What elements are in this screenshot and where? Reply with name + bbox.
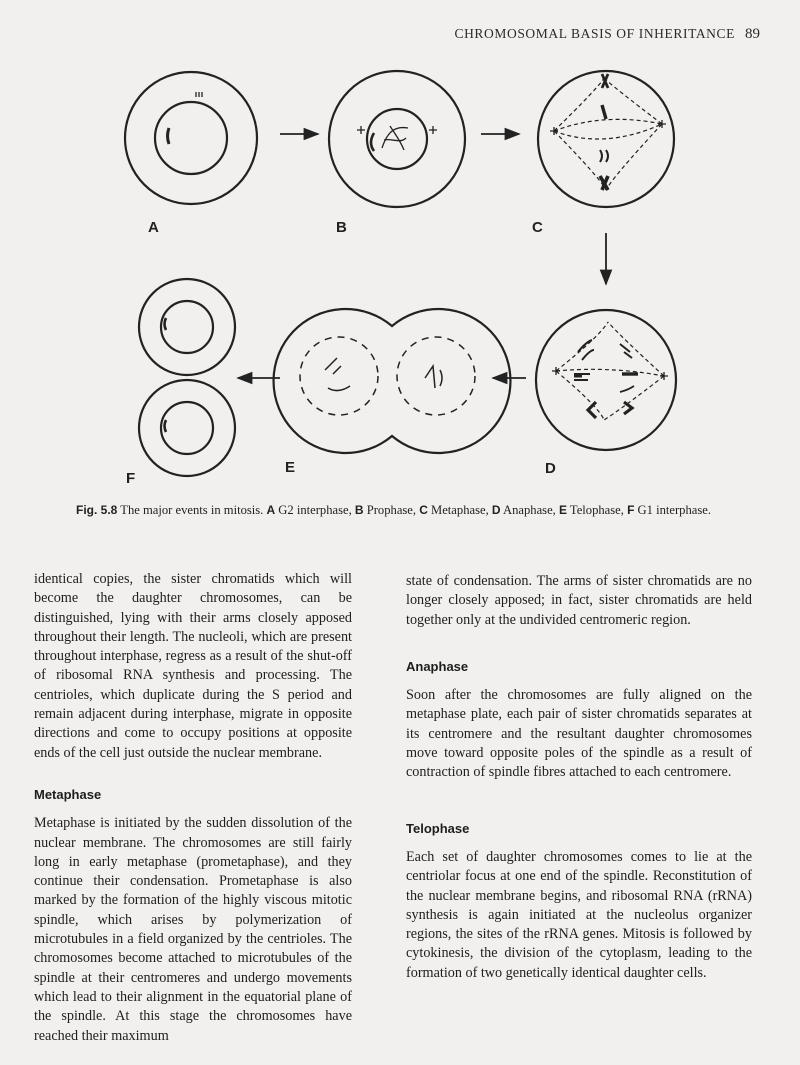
panel-label-d: D <box>545 460 556 477</box>
panel-label-c: C <box>532 219 543 236</box>
caption-text-e: Telophase, <box>566 503 628 517</box>
caption-text-d: Anaphase, <box>500 503 559 517</box>
caption-key-c: C <box>419 503 428 517</box>
anaphase-paragraph: Soon after the chromosomes are fully aligned on the metaphase plate, each pair of sister chromatids separates at its centromere and the resultant daughter chromosomes move toward opposite poles of the spindle as a result of contraction of spindle fibres attached to each centromere. <box>406 687 752 781</box>
page-number: 89 <box>745 26 760 42</box>
caption-text-c: Metaphase, <box>427 503 492 517</box>
left-intro-paragraph: identical copies, the sister chromatids which will become the daughter chromosomes, can be distinguished, lying with their arms closely apposed throughout their length. The nucleoli, which are present throughout interphase, regress as a result of the shut-off of ribosomal RNA synthesis and processing. The centrioles, which duplicate during the S period and remain adjacent during interphase, migrate in opposite directions and come to occupy positions at opposite ends of the cell just outside the nuclear membrane. <box>34 571 352 761</box>
caption-text-f: G1 interphase. <box>634 503 711 517</box>
panel-b-prophase-cell <box>329 71 465 207</box>
caption-key-f: F <box>627 503 635 517</box>
left-column <box>34 570 352 1046</box>
caption-text-a: G2 interphase, <box>275 503 355 517</box>
right-intro-paragraph: state of condensation. The arms of sister chromatids are no longer closely apposed; in fact, sister chromatids are held together only at the undivided centromeric region. <box>406 573 752 628</box>
caption-key-a: A <box>266 503 276 517</box>
caption-key-b: B <box>354 503 364 517</box>
panel-d-anaphase-cell <box>536 310 676 450</box>
panel-label-e: E <box>285 459 296 476</box>
panel-c-metaphase-cell <box>538 71 674 207</box>
anaphase-heading: Anaphase <box>406 658 469 674</box>
panel-f-daughter-cells <box>139 279 235 476</box>
panel-e-telophase-cell <box>274 309 511 453</box>
panel-label-f: F <box>126 470 136 487</box>
metaphase-heading: Metaphase <box>34 786 102 802</box>
panel-a-interphase-cell <box>125 72 257 204</box>
right-column <box>406 572 752 983</box>
caption-fig-label: Fig. 5.8 <box>76 503 118 517</box>
figure-caption <box>76 503 766 518</box>
metaphase-paragraph: Metaphase is initiated by the sudden dissolution of the nuclear membrane. The chromosomes are still fairly long in early metaphase (prometaphase), and they continue their condensation. Prometaphase is also marked by the formation of the highly viscous mitotic spindle, which arises by polymerization of microtubules in a field organized by the centrioles. The chromosomes become attached to microtubules of the spindle at their centromeres and undergo movements which lead to their alignment in the equatorial plane of the spindle. At this stage the chromosomes have reached their maximum <box>34 815 352 1044</box>
panel-label-a: A <box>148 219 159 236</box>
mitosis-figure <box>0 0 800 500</box>
running-title: CHROMOSOMAL BASIS OF INHERITANCE <box>454 26 735 41</box>
caption-lead: The major events in mitosis. <box>117 503 267 517</box>
telophase-heading: Telophase <box>406 820 470 836</box>
panel-label-b: B <box>336 219 347 236</box>
caption-key-d: D <box>491 503 501 517</box>
caption-text-b: Prophase, <box>363 503 420 517</box>
caption-key-e: E <box>558 503 567 517</box>
telophase-paragraph: Each set of daughter chromosomes comes to lie at the centriolar focus at one end of the spindle. Reconstitution of the nuclear membrane begins, and ribosomal RNA (rRNA) synthesis is again initiated at the nucleolus organizer regions, the sites of the rRNA genes. Mitosis is followed by cytokinesis, the division of the cytoplasm, leading to the formation of two genetically identical daughter cells. <box>406 848 752 981</box>
